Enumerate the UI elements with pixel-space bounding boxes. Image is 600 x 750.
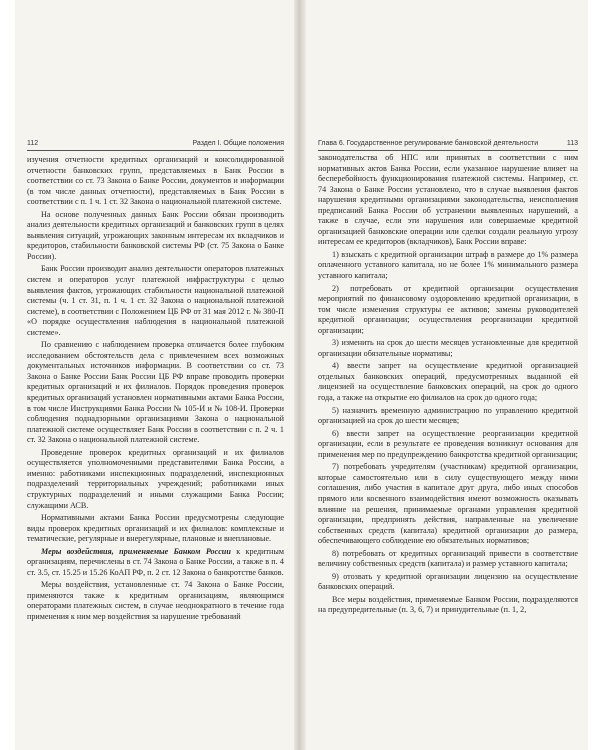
- list-item: 3) изменить на срок до шести месяцев установленные для кредитной организации обязательные нормативы;: [318, 338, 578, 358]
- right-page-number: 113: [566, 140, 578, 147]
- list-item: 8) потребовать от кредитных организаций привести в соответствие величину собственных средств (капитала) и размер уставного капитала;: [318, 548, 578, 569]
- paragraph: На основе полученных данных Банк России обязан производить анализ деятельности кредитных организаций и банковских групп в целях выявления ситуаций, угрожающих законным интересам их вкладчиков и кредиторов, стабильности банковской системы РФ (ст. 75 Закона о Банке России).: [27, 209, 284, 261]
- paragraph: По сравнению с наблюдением проверка отличается более глубоким исследованием обстоятельств дела с привлечением всех возможных документальных источников информации. В соответствии со ст. 73 Закона о Банке России Банк России ЦБ РФ вправе проводить проверки кредитных организаций и их филиалов. Порядок проведения проверок кредитных организаций установлен нормативными актами Банка России, в том числе Инструкциями Банка России № 105-И и № 108-И. Проверки соблюдения поднадзорными организациями Закона о национальной платежной системе осуществляет Банк России в соответствии с п. 2 ч. 1 ст. 32 Закона о национальной платежной системе.: [27, 340, 284, 445]
- list-item: 4) ввести запрет на осуществление кредитной организацией отдельных банковских операций, предусмотренных выданной ей лицензией на осуществление банковских операций, на срок до одного года, а также на открытие ею филиалов на срок до одного года;: [318, 361, 578, 403]
- book-gutter: [294, 0, 306, 750]
- paragraph: Нормативными актами Банка России предусмотрены следующие виды проверок кредитных организаций и их филиалов: комплексные и тематические, регулярные и внерегулярные, плановые и внеплановые.: [27, 513, 284, 544]
- list-item: 7) потребовать учредителям (участникам) кредитной организации, которые самостоятельно или в силу существующего между ними соглашения, либо участия в капитале друг друга, либо иных способов прямого или косвенного взаимодействия имеют возможность оказывать влияние на решения, принимаемые органами управления кредитной организации, предпринять действия, направленные на увеличение собственных средств (капитала) кредитной организации до размера, обеспечивающего соблюдение ею обязательных нормативов;: [318, 462, 578, 546]
- paragraph: Меры воздействия, установленные ст. 74 Закона о Банке России, применяются также к кредитным организациям, являющимся операторами платежных систем, в случае неоднократного в течение года применения к ним мер воздействия за нарушение требований: [27, 580, 284, 621]
- right-running-title: Глава 6. Государственное регулирование банковской деятельности: [318, 140, 539, 147]
- paragraph: законодательства об НПС или принятых в соответствии с ним нормативных актов Банка России, если указанное нарушение влияет на бесперебойность функционирования платежной системы. Например, ст. 74 Закона о Банке России установлено, что в случае выявления фактов нарушения кредитными организациями законодательства, неисполнения предписаний Банка России об устранении выявленных нарушений, а также в случае, если эти нарушения или совершаемые кредитной организацией банковские операции или сделки создали реальную угрозу интересам ее кредиторов (вкладчиков), Банк России вправе:: [318, 153, 578, 247]
- right-body-text: [318, 153, 578, 616]
- paragraph: Банк России производит анализ деятельности операторов платежных систем и операторов услуг платежной инфраструктуры с целью выявления фактов, угрожающих стабильности национальной платежной системы (ч. 1 ст. 31, п. 1 ч. 1 ст. 32 Закона о национальной платежной системе), в соответствии с Положением ЦБ РФ от 31 мая 2012 г. № 380-П «О порядке осуществления наблюдения в национальной платежной системе».: [27, 264, 284, 337]
- right-page: [306, 0, 588, 750]
- measures-text: к кредитным организациям, перечислены в ст. 74 Закона о Банке России, а также в п. 4 ст. 3.5, ст. 15.25 и 15.26 КоАП РФ, п. 2 ст. 12 Закона о банкротстве банков.: [27, 546, 284, 577]
- measures-heading: Меры воздействия, применяемые Банком России: [41, 546, 231, 556]
- list-item: 1) взыскать с кредитной организации штраф в размере до 1% размера оплаченного уставного капитала, но не более 1% минимального размера уставного капитала;: [318, 249, 578, 281]
- list-item: 2) потребовать от кредитной организации осуществления мероприятий по финансовому оздоровлению кредитной организации, в том числе изменения структуры ее активов; замены руководителей кредитной организации; осуществления реорганизации кредитной организации;: [318, 283, 578, 335]
- left-body-text: [27, 155, 284, 623]
- paragraph: изучения отчетности кредитных организаций и консолидированной отчетности банковских групп, представляемых в Банк России в соответствии со ст. 73 Закона о Банке России, документов и информации (в том числе данных отчетности), представляемых в Банк России в соответствии с п. 1 ч. 1 ст. 32 Закона о национальной платежной системе.: [27, 155, 284, 207]
- list-item: 9) отозвать у кредитной организации лицензию на осуществление банковских операций.: [318, 571, 578, 592]
- paragraph: Все меры воздействия, применяемые Банком России, подразделяются на предупредительные (п. 3, 6, 7) и принудительные (п. 1, 2,: [318, 594, 578, 615]
- list-item: 5) назначить временную администрацию по управлению кредитной организацией на срок до шести месяцев;: [318, 405, 578, 426]
- paragraph: Проведение проверок кредитных организаций и их филиалов осуществляется уполномоченными представителями Банка России, а именно: работниками инспекционных подразделений, инспекционных подразделений территориальных учреждений; работниками иных структурных подразделений и иными служащими Банка России; служащими АСВ.: [27, 447, 284, 510]
- left-page-number: 112: [27, 140, 39, 147]
- left-running-title: Раздел I. Общие положения: [192, 140, 284, 147]
- list-item: 6) ввести запрет на осуществление реорганизации кредитной организации, если в результате ее проведения возникнут основания для применения мер по предупреждению банкротства кредитной организации;: [318, 428, 578, 459]
- measures-paragraph: [27, 547, 284, 579]
- right-running-head: [318, 140, 578, 151]
- left-running-head: [27, 140, 284, 151]
- left-page: [15, 0, 294, 750]
